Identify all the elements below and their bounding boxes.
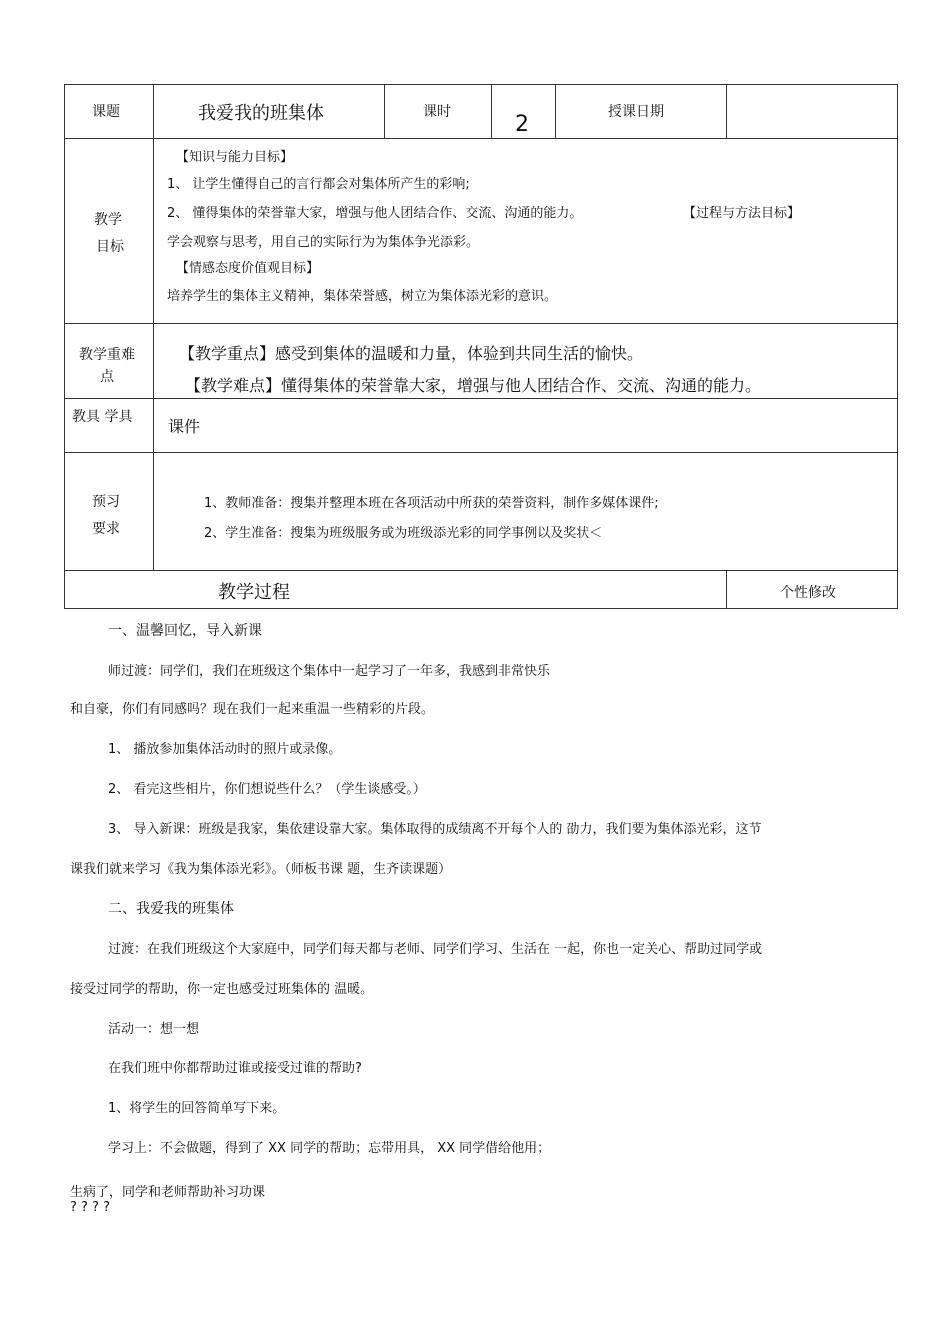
- table-divider: [64, 570, 898, 571]
- sick-example: 生病了，同学和老师帮助补习功课: [70, 1185, 266, 1200]
- date-column-divider: [555, 84, 556, 139]
- date-value-divider: [726, 84, 727, 139]
- list-item-3-line-2: 课我们就来学习《我为集体添光彩》。（师板书课 题，生齐读课题）: [70, 862, 452, 877]
- knowledge-goal-heading: 【知识与能力目标】: [176, 150, 294, 165]
- label-column-divider: [153, 84, 154, 571]
- process-title: 教学过程: [218, 582, 290, 603]
- keypoints-label: [76, 344, 138, 388]
- topic-label: 课题: [92, 104, 120, 120]
- section-2-title: 二、我爱我的班集体: [108, 901, 234, 917]
- table-divider: [64, 138, 898, 139]
- list-item-3-line-1: 3、 导入新课：班级是我家，集依建设靠大家。集体取得的成绩离不开每个人的 劭力，我们要为集体添光彩，这节: [108, 822, 762, 837]
- activity-1-title: 活动一：想一想: [108, 1022, 200, 1037]
- activity-question: 在我们班中你都帮助过谁或接受过谁的帮助?: [108, 1061, 362, 1076]
- goal-item-2: 2、 懂得集体的荣誉靠大家，增强与他人团结合作、交流、沟通的能力。: [167, 206, 583, 221]
- study-example: 学习上：不会做题，得到了 XX 同学的帮助；忘带用具， XX 同学借给他用；: [108, 1141, 551, 1156]
- table-divider: [64, 452, 898, 453]
- table-border-top: [64, 84, 898, 85]
- process-goal-text: 学会观察与思考，用自己的实际行为为集体争光添彩。: [167, 235, 480, 250]
- table-border-left: [64, 84, 65, 609]
- teaching-focus: 【教学重点】感受到集体的温暖和力量，体验到共同生活的愉快。: [179, 344, 644, 363]
- preview-item-1: 1、教师准备：搜集并整理本班在各项活动中所获的荣誉资料，制作多媒体课件;: [204, 496, 659, 511]
- hours-value-divider: [491, 84, 492, 139]
- preview-label: [92, 489, 120, 543]
- section-1-title: 一、温馨回忆，导入新课: [108, 623, 262, 639]
- table-divider: [64, 323, 898, 324]
- paragraph-2-line-2: 接受过同学的帮助，你一定也感受过班集体的 温暖。: [70, 982, 374, 997]
- emotion-goal-text: 培养学生的集体主义精神，集体荣誉感，树立为集体添光彩的意识。: [167, 289, 558, 304]
- topic-value: 我爱我的班集体: [198, 103, 324, 124]
- hours-column-divider: [384, 84, 385, 139]
- preview-label-line1: 预习: [92, 494, 120, 510]
- date-label: 授课日期: [608, 104, 664, 120]
- emotion-goal-heading: 【情感态度价值观目标】: [176, 261, 320, 276]
- paragraph-1-line-1: 师过渡：同学们，我们在班级这个集体中一起学习了一年多，我感到非常快乐: [108, 664, 551, 679]
- list-item-2: 2、 看完这些相片，你们想说些什么？（学生谈感受。）: [108, 782, 426, 797]
- personal-column-divider: [726, 570, 727, 609]
- preview-label-line2: 要求: [92, 521, 120, 537]
- paragraph-2-line-1: 过渡：在我们班级这个大家庭中，同学们每天都与老师、同学们学习、生活在 一起，你也一定关心、帮助过同学或: [108, 942, 763, 957]
- goals-label: [92, 207, 124, 261]
- question-marks: ? ? ? ?: [70, 1200, 110, 1215]
- tools-value: 课件: [168, 417, 201, 436]
- keypoints-label-line2: 点: [100, 369, 114, 385]
- list-item-1: 1、 播放参加集体活动时的照片或录像。: [108, 742, 342, 757]
- goal-item-1: 1、 让学生懂得自己的言行都会对集体所产生的彩响;: [167, 177, 470, 192]
- process-goal-heading: 【过程与方法目标】: [683, 206, 801, 221]
- table-divider: [64, 398, 898, 399]
- hours-label: 课时: [423, 104, 451, 120]
- teaching-difficulty: 【教学难点】懂得集体的荣誉靠大家，增强与他人团结合作、交流、沟通的能力。: [185, 376, 762, 395]
- activity-note: 1、将学生的回答简单写下来。: [108, 1101, 286, 1116]
- table-border-right: [897, 84, 898, 609]
- goals-label-line2: 目标: [96, 239, 124, 255]
- table-border-bottom: [64, 608, 898, 609]
- preview-item-2: 2、学生准备：搜集为班级服务或为班级添光彩的同学事例以及奖状＜: [204, 526, 603, 541]
- goals-label-line1: 教学: [94, 212, 122, 228]
- tools-label: 教具 学具: [72, 409, 133, 425]
- personal-edit-label: 个性修改: [780, 585, 836, 601]
- paragraph-1-line-2: 和自豪，你们有同感吗？现在我们一起来重温一些精彩的片段。: [70, 702, 435, 717]
- hours-value: 2: [515, 112, 529, 137]
- keypoints-label-line1: 教学重难: [79, 347, 135, 363]
